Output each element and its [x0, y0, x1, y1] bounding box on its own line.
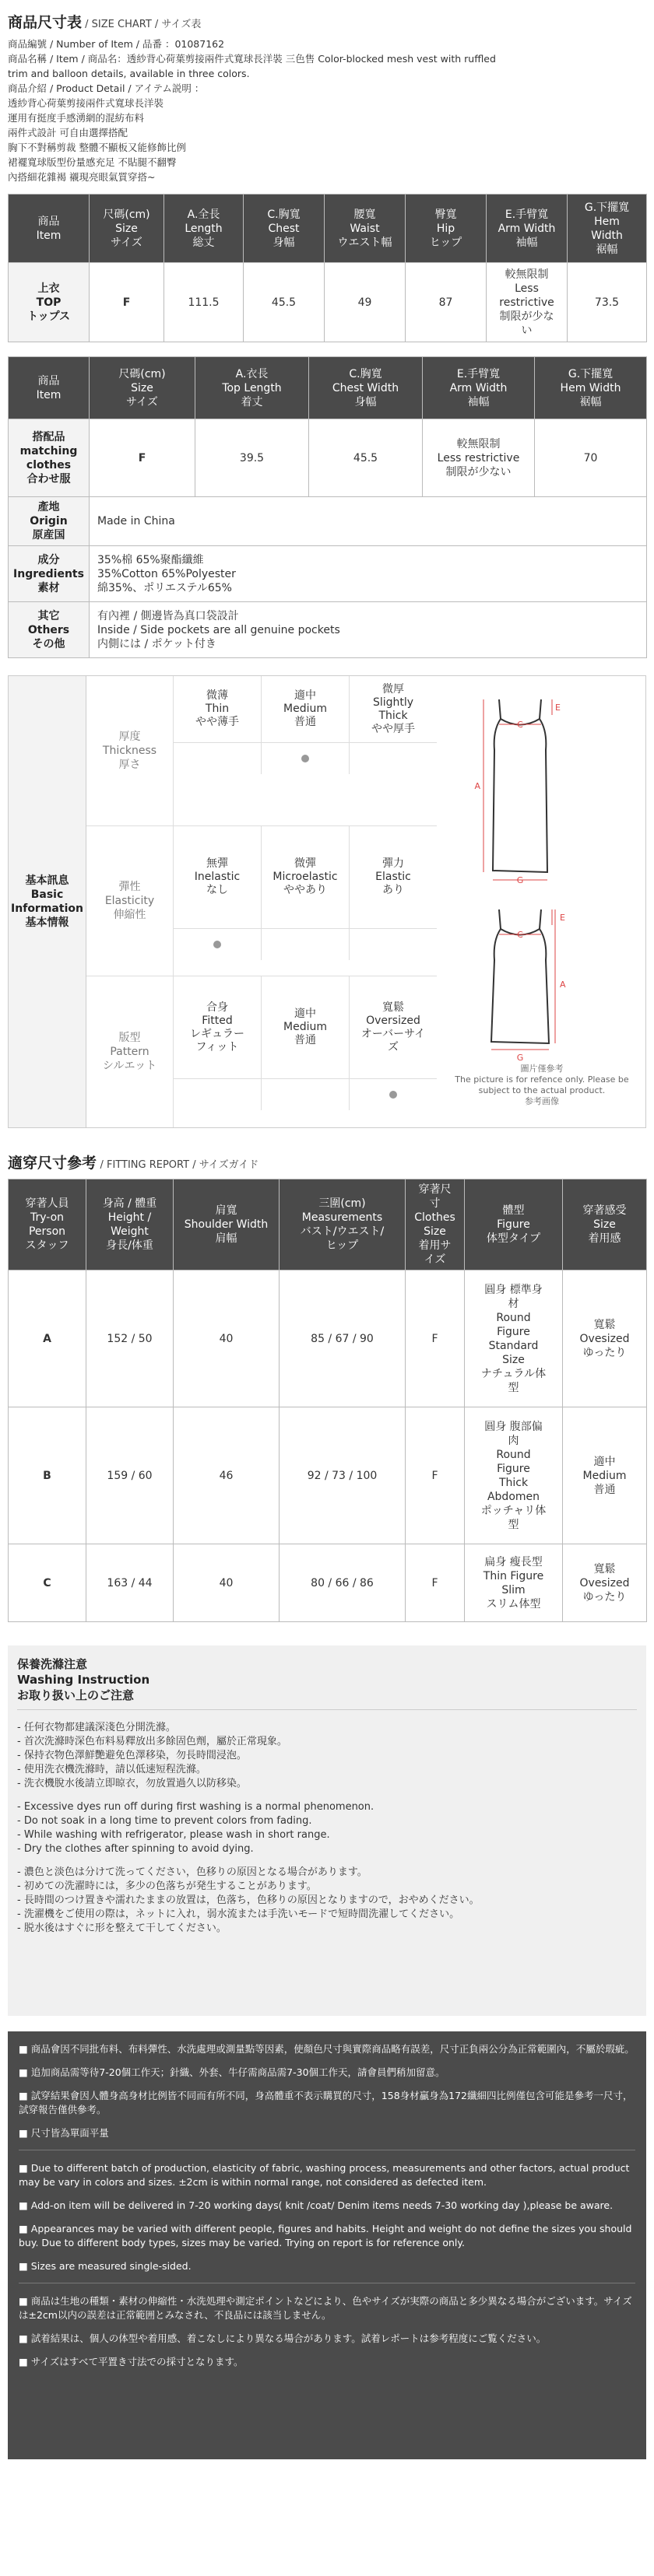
size-chart-subtitle: / SIZE CHART / サイズ表 — [85, 19, 202, 30]
pattern-row — [86, 976, 437, 1127]
value-cell: 92 / 73 / 100 — [280, 1407, 406, 1544]
notice-line: ■ 商品は生地の種類・素材の伸縮性・水洗処理や測定ポイントなどにより、色やサイズが実際の商品と多少異なる場合がございます。サイズは±2cm以内の誤差は正常範囲とみなされ、不良品には該当しません。 — [19, 2295, 632, 2321]
header-cell: 穿著感受 Size 着用感 — [563, 1179, 647, 1270]
washing-line: - 脱水後はすぐに形を整えて干してください。 — [17, 1922, 227, 1934]
basic-info-panel — [8, 675, 646, 1128]
size-table-top — [8, 194, 647, 342]
header-cell: 三圍(cm) Measurements バスト/ウエスト/ ヒップ — [280, 1179, 406, 1270]
size-cell: F — [90, 419, 195, 497]
value-cell: 87 — [406, 263, 487, 342]
table-row — [9, 263, 647, 342]
table-row — [9, 419, 647, 497]
notice-line: ■ Due to different batch of production, elasticity of fabric, washing process, measurements and other factors, actual product may be vary in colors and sizes. ±2cm is within normal range, not considered as defected item. — [19, 2162, 630, 2188]
thickness-row — [86, 676, 437, 826]
item-cell: 上衣 TOP トップス — [9, 263, 90, 342]
value-cell: F — [406, 1270, 465, 1407]
header-cell: 尺碼(cm) Size サイズ — [90, 357, 195, 419]
garment-measure-diagram — [438, 676, 645, 1065]
pattern-option: 適中 Medium 普通 — [262, 976, 350, 1078]
elasticity-option: 無彈 Inelastic なし — [174, 826, 262, 928]
washing-title: 保養洗滌注意 — [17, 1657, 88, 1671]
fitting-subtitle: / FITTING REPORT / サイズガイド — [100, 1159, 259, 1171]
info-line: 商品編號 / Number of Item / 品番 ：01087162 — [8, 38, 225, 50]
header-cell: 尺碼(cm) Size サイズ — [90, 195, 164, 263]
elasticity-option: 微彈 Microelastic ややあり — [262, 826, 350, 928]
washing-title: Washing Instruction — [17, 1673, 150, 1687]
washing-line: - 洗衣機脫水後請立即晾衣，勿放置過久以防移染。 — [17, 1778, 247, 1789]
header-cell: A.全長 Length 総丈 — [164, 195, 244, 263]
basic-info-label: 基本訊息 Basic Information 基本情報 — [9, 676, 86, 1127]
value-cell: 40 — [174, 1270, 280, 1407]
info-line: 商品名稱 / Item / 商品名：透紗背心荷葉剪接兩件式寬球長洋裝 三色售 Color-blocked mesh vest with ruffled — [8, 53, 496, 65]
info-line: 運用有挺度手感湧網的混紡布料 — [8, 112, 145, 124]
elasticity-row — [86, 826, 437, 976]
washing-line: - While washing with refrigerator, please wash in short range. — [17, 1829, 330, 1841]
measure-letter: E — [555, 703, 561, 713]
diagram-note: 圖片僅參考 The picture is for refence only. Please be subject to the actual product. 参考画像 — [455, 1064, 629, 1106]
value-cell: 80 / 66 / 86 — [280, 1544, 406, 1622]
value-cell: 85 / 67 / 90 — [280, 1270, 406, 1407]
washing-line: - Excessive dyes run off during first washing is a normal phenomenon. — [17, 1801, 374, 1813]
value-cell: 111.5 — [164, 263, 244, 342]
size-cell: F — [90, 263, 164, 342]
value-cell: 圓身 腹部偏 肉 Round Figure Thick Abdomen ポッチャリ体 型 — [465, 1407, 563, 1544]
value-cell: 40 — [174, 1544, 280, 1622]
fitting-title: 適穿尺寸參考 — [8, 1155, 97, 1172]
washing-line: - 長時間のつけ置きや濡れたままの放置は，色落ち，色移りの原因となりますので，おやめください。 — [17, 1894, 480, 1906]
washing-line: - Do not soak in a long time to prevent colors from fading. — [17, 1815, 312, 1827]
washing-instructions — [8, 1645, 646, 2016]
value-cell: F — [406, 1407, 465, 1544]
table-row — [9, 1407, 647, 1544]
header-cell: 商品 Item — [9, 357, 90, 419]
washing-line: - Dry the clothes after spinning to avoid dying. — [17, 1843, 254, 1855]
measure-letter: A — [560, 980, 566, 990]
value-cell: 寬鬆 Ovesized ゆったり — [563, 1270, 647, 1407]
info-line: 內搭細花雜褐 襯現亮眼氣質穿搭~ — [8, 171, 156, 183]
header-cell: 商品 Item — [9, 195, 90, 263]
elasticity-indicator — [174, 929, 437, 960]
selected-dot — [301, 755, 309, 762]
table-row — [9, 1544, 647, 1622]
table-row — [9, 602, 647, 658]
info-line: 裙襬寬球版型份量感充足 不貼腿不翻臀 — [8, 156, 177, 168]
measure-letter: C — [517, 720, 523, 730]
value-cell: 49 — [325, 263, 406, 342]
size-chart-heading — [0, 0, 654, 37]
measure-letter: G — [516, 1053, 524, 1063]
header-cell: 臀寬 Hip ヒップ — [406, 195, 487, 263]
person-cell: C — [9, 1544, 86, 1622]
value-cell: 45.5 — [309, 419, 423, 497]
washing-line: - 濃色と淡色は分けて洗ってください，色移りの原因となる場合があります。 — [17, 1866, 367, 1878]
origin-value: Made in China — [90, 497, 647, 546]
fitting-table-header — [9, 1179, 647, 1270]
header-cell: G.下擺寬 Hem Width 裾幅 — [568, 195, 647, 263]
info-line: 商品介紹 / Product Detail / アイテム説明 ： — [8, 82, 205, 94]
value-cell: 73.5 — [568, 263, 647, 342]
notice-line: ■ サイズはすべて平置き寸法での採寸となります。 — [19, 2356, 244, 2367]
table-row — [9, 546, 647, 602]
size-table-match-header — [9, 357, 647, 419]
header-cell: 腰寬 Waist ウエスト幅 — [325, 195, 406, 263]
notice-line: ■ Sizes are measured single-sided. — [19, 2260, 192, 2272]
header-cell: E.手臂寬 Arm Width 袖幅 — [423, 357, 535, 419]
header-cell: 穿著尺 寸 Clothes Size 着用サ イズ — [406, 1179, 465, 1270]
attribute-grid — [86, 676, 437, 1127]
item-cell: 搭配品 matching clothes 合わせ服 — [9, 419, 90, 497]
value-cell: 較無限制 Less restrictive 制限が少ない — [423, 419, 535, 497]
header-cell: G.下擺寬 Hem Width 裾幅 — [535, 357, 647, 419]
table-row — [9, 1270, 647, 1407]
thickness-label: 厚度 Thickness 厚さ — [86, 676, 174, 825]
origin-label: 產地 Origin 原産国 — [9, 497, 90, 546]
pattern-option: 合身 Fitted レギュラー フィット — [174, 976, 262, 1078]
others-label: 其它 Others その他 — [9, 602, 90, 658]
value-cell: F — [406, 1544, 465, 1622]
selected-dot — [213, 941, 221, 948]
notice-line: ■ Add-on item will be delivered in 7-20 working days( knit /coat/ Denim items needs 7-30 working day ),please be aware. — [19, 2199, 614, 2211]
notice-panel — [8, 2031, 646, 2459]
notice-line: ■ 尺寸皆為單面平量 — [19, 2127, 109, 2139]
value-cell: 163 / 44 — [86, 1544, 174, 1622]
info-line: trim and balloon details, available in three colors. — [8, 68, 250, 79]
info-line: 兩件式設計 可自由選擇搭配 — [8, 127, 128, 138]
washing-line: - 保持衣物色澤鮮艷避免色澤移染，勿長時間浸泡。 — [17, 1750, 247, 1761]
garment-diagram — [438, 676, 645, 1127]
thickness-option: 適中 Medium 普通 — [262, 676, 350, 742]
washing-line: - 首次洗滌時深色布料易釋放出多餘固色劑，屬於正常現象。 — [17, 1736, 287, 1747]
selected-dot — [389, 1091, 397, 1099]
washing-line: - 任何衣物都建議深淺色分開洗滌。 — [17, 1722, 176, 1733]
pattern-label: 版型 Pattern シルエット — [86, 976, 174, 1127]
measure-letter: A — [474, 781, 480, 791]
fitting-table — [8, 1179, 647, 1622]
person-cell: A — [9, 1270, 86, 1407]
info-line: 透紗背心荷葉剪接兩件式寬球長洋裝 — [8, 97, 164, 109]
notice-line: ■ 商品會因不同批布料、布料彈性、水洗處理或測量點等因素，使顏色尺寸與實際商品略有誤差，尺寸正負兩公分為正常範圍內，不屬於瑕疵。 — [19, 2043, 635, 2055]
table-row — [9, 497, 647, 546]
value-cell: 46 — [174, 1407, 280, 1544]
thickness-option: 微厚 Slightly Thick やや厚手 — [371, 682, 415, 735]
notice-line: ■ Appearances may be varied with different people, figures and habits. Height and weight do not define the sizes you should buy. Due to different body types, sizes may be varied. Trying on report is for reference only. — [19, 2223, 632, 2248]
elasticity-option: 彈力 Elastic あり — [375, 857, 411, 896]
header-cell: E.手臂寬 Arm Width 袖幅 — [487, 195, 568, 263]
value-cell: 39.5 — [195, 419, 309, 497]
header-cell: 肩寬 Shoulder Width 肩幅 — [174, 1179, 280, 1270]
notice-line: ■ 試穿結果會因人體身高身材比例皆不同而有所不同，身高體重不表示購買的尺寸，158身材贏身為172纖細四比例僅包含可能是參考一尺寸，試穿報告僅供參考。 — [19, 2090, 633, 2115]
header-cell: 體型 Figure 体型タイプ — [465, 1179, 563, 1270]
value-cell: 寬鬆 Ovesized ゆったり — [563, 1544, 647, 1622]
product-info — [0, 37, 654, 184]
size-chart-title: 商品尺寸表 — [8, 14, 83, 31]
washing-line: - 洗濯機をご使用の際は，ネットに入れ，弱水流または手洗いモードで短時間洗濯してください。 — [17, 1908, 460, 1920]
ingredients-value: 35%棉 65%聚酯纖維 35%Cotton 65%Polyester 綿35%、ポリエステル65% — [90, 546, 647, 602]
header-cell: C.胸寬 Chest Width 身幅 — [309, 357, 423, 419]
value-cell: 扁身 瘦長型 Thin Figure Slim スリム体型 — [465, 1544, 563, 1622]
measure-letter: C — [517, 930, 523, 940]
value-cell: 159 / 60 — [86, 1407, 174, 1544]
header-cell: 身高 / 體重 Height / Weight 身長/体重 — [86, 1179, 174, 1270]
value-cell: 較無限制 Less restrictive 制限が少な い — [487, 263, 568, 342]
value-cell: 圓身 標準身 材 Round Figure Standard Size ナチュラル体 型 — [465, 1270, 563, 1407]
fitting-heading — [0, 1128, 654, 1179]
header-cell: C.胸寬 Chest 身幅 — [244, 195, 325, 263]
washing-line: - 使用洗衣機洗滌時，請以低速短程洗滌。 — [17, 1764, 206, 1775]
info-line: 胸下不對稱剪裁 整體不顯板又能修飾比例 — [8, 142, 186, 153]
value-cell: 152 / 50 — [86, 1270, 174, 1407]
washing-title: お取り扱い上のご注意 — [17, 1688, 135, 1702]
notice-line: ■ 試着結果は、個人の体型や着用感、着こなしにより異なる場合があります。試着レポートは参考程度にご覧ください。 — [19, 2332, 547, 2344]
person-cell: B — [9, 1407, 86, 1544]
measure-letter: G — [516, 875, 524, 885]
elasticity-label: 彈性 Elasticity 伸縮性 — [86, 826, 174, 976]
value-cell: 適中 Medium 普通 — [563, 1407, 647, 1544]
size-table-match — [8, 356, 647, 658]
thickness-option: 微薄 Thin やや薄手 — [174, 676, 262, 742]
others-value: 有內裡 / 側邊皆為真口袋設計 Inside / Side pockets are all genuine pockets 内側には / ポケット付き — [90, 602, 647, 658]
header-cell: A.衣長 Top Length 着丈 — [195, 357, 309, 419]
thickness-indicator — [174, 743, 437, 774]
measure-letter: E — [560, 913, 565, 923]
ingredients-label: 成分 Ingredients 素材 — [9, 546, 90, 602]
header-cell: 穿著人員 Try-on Person スタッフ — [9, 1179, 86, 1270]
size-table-top-header — [9, 195, 647, 263]
washing-line: - 初めての洗濯時には，多少の色落ちが発生することがあります。 — [17, 1880, 317, 1892]
pattern-option: 寬鬆 Oversized オーバーサイ ズ — [360, 1001, 426, 1053]
value-cell: 70 — [535, 419, 647, 497]
notice-line: ■ 追加商品需等待7-20個工作天；針織、外套、牛仔需商品需7-30個工作天，請會員們稍加留意。 — [19, 2066, 445, 2078]
pattern-indicator — [174, 1079, 437, 1110]
value-cell: 45.5 — [244, 263, 325, 342]
